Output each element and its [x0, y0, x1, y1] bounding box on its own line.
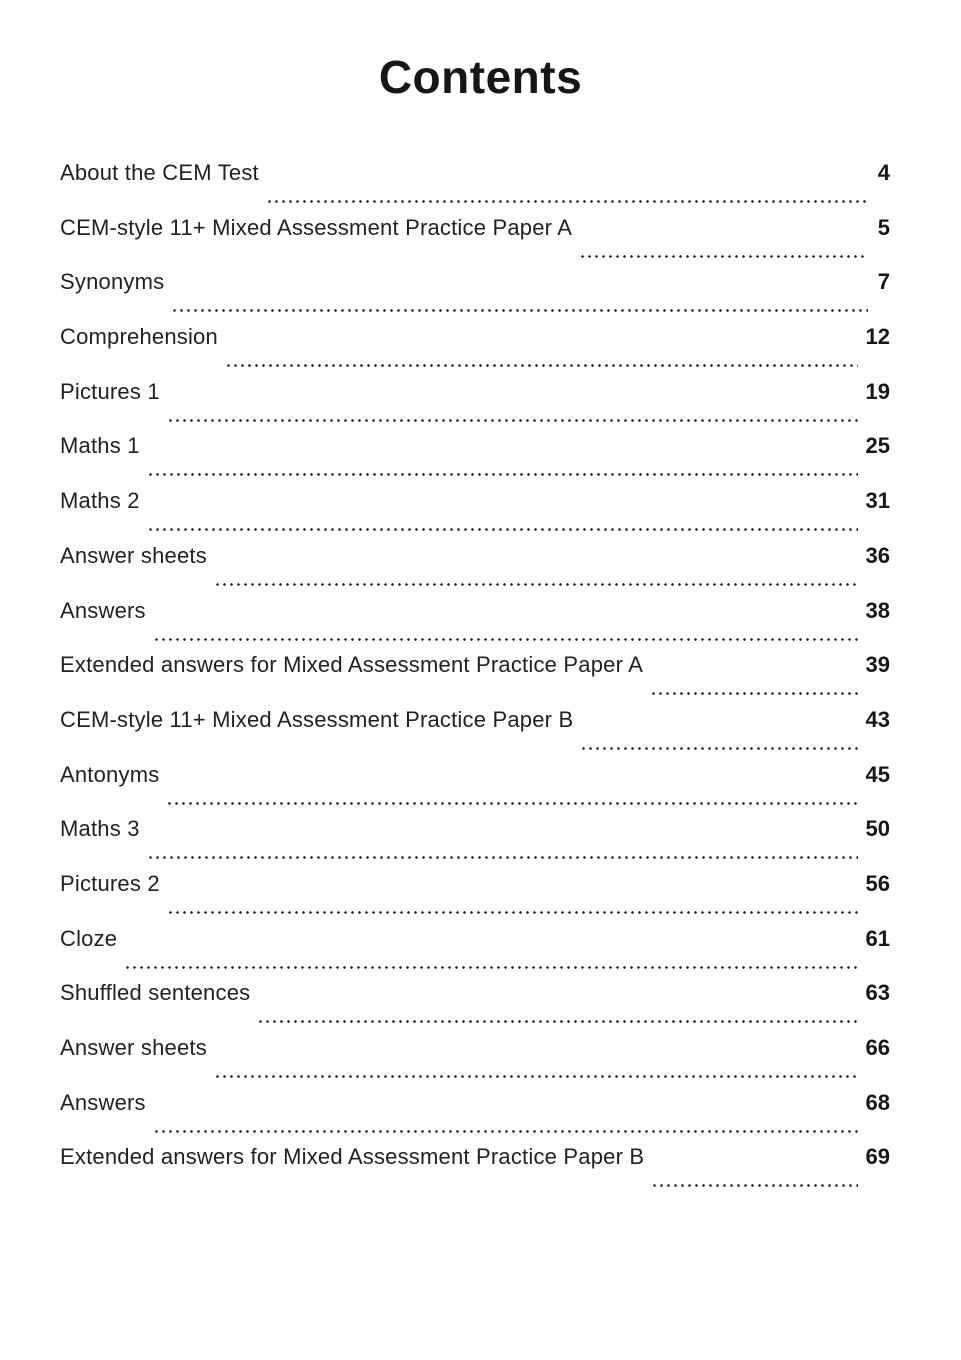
toc-entry-title: Extended answers for Mixed Assessment Practice Paper B [60, 1144, 645, 1170]
toc-entry [60, 871, 890, 926]
toc-entry [60, 160, 890, 215]
toc-entry [60, 598, 890, 653]
toc-entry-page: 36 [865, 542, 890, 568]
dotted-leader [167, 871, 858, 926]
dotted-leader [579, 215, 868, 270]
toc-entry-page: 38 [865, 597, 890, 623]
dotted-leader [214, 1035, 858, 1090]
toc-entry-title: Pictures 1 [60, 378, 160, 404]
toc-entry-page: 45 [865, 761, 890, 787]
toc-entry-page: 69 [865, 1144, 890, 1170]
toc-entry-page: 12 [865, 324, 890, 350]
toc-entry-title: Answers [60, 597, 146, 623]
toc-entry-page: 4 [877, 160, 890, 185]
toc-entry-title: Pictures 2 [60, 870, 160, 896]
toc-entry [60, 324, 890, 379]
dotted-leader [124, 926, 857, 981]
toc-entry-title: Antonyms [60, 761, 160, 787]
toc-entry-page: 39 [865, 652, 890, 678]
toc-entry [60, 215, 890, 270]
dotted-leader [147, 433, 858, 488]
dotted-leader [166, 762, 857, 817]
dotted-leader [214, 543, 858, 598]
toc-entry-page: 66 [865, 1035, 890, 1060]
toc-entry [60, 652, 890, 707]
toc-entry [60, 543, 890, 598]
toc-entry-page: 31 [865, 488, 890, 514]
toc-entry-page: 68 [865, 1089, 890, 1115]
dotted-leader [171, 269, 868, 324]
toc-entry [60, 926, 890, 981]
dotted-leader [257, 980, 857, 1035]
toc-entry-title: Answer sheets [60, 542, 207, 568]
toc-entry-title: Answer sheets [60, 1035, 207, 1060]
toc-entry-page: 43 [865, 706, 890, 732]
toc-entry-title: Synonyms [60, 269, 165, 295]
toc-entry-title: Maths 2 [60, 488, 140, 514]
toc-entry-page: 63 [865, 980, 890, 1006]
toc-entry-page: 5 [877, 214, 890, 240]
dotted-leader [650, 652, 857, 707]
dotted-leader [580, 707, 857, 762]
toc-entry-page: 25 [865, 433, 890, 459]
toc-entry [60, 488, 890, 543]
dotted-leader [266, 160, 868, 215]
dotted-leader [153, 1090, 858, 1145]
toc-entry-title: Extended answers for Mixed Assessment Practice Paper A [60, 652, 644, 678]
toc-entry-page: 7 [877, 269, 890, 295]
dotted-leader [153, 598, 858, 653]
dotted-leader [167, 379, 858, 434]
toc-entry [60, 1144, 890, 1199]
toc-entry [60, 269, 890, 324]
table-of-contents [60, 160, 890, 1199]
toc-entry-title: About the CEM Test [60, 160, 259, 185]
toc-entry-page: 61 [865, 925, 890, 951]
toc-entry-page: 19 [865, 378, 890, 404]
dotted-leader [147, 488, 858, 543]
toc-entry-title: Maths 1 [60, 433, 140, 459]
toc-entry-title: Shuffled sentences [60, 980, 251, 1006]
toc-entry [60, 379, 890, 434]
page-title: Contents [378, 51, 583, 103]
toc-entry [60, 707, 890, 762]
dotted-leader [147, 816, 858, 871]
dotted-leader [225, 324, 858, 379]
toc-entry [60, 1090, 890, 1145]
toc-entry [60, 433, 890, 488]
dotted-leader [651, 1144, 857, 1199]
toc-entry-page: 50 [865, 816, 890, 842]
toc-entry-title: CEM-style 11+ Mixed Assessment Practice Paper B [60, 706, 574, 732]
toc-entry [60, 762, 890, 817]
toc-entry-title: CEM-style 11+ Mixed Assessment Practice Paper A [60, 214, 573, 240]
toc-entry-title: Cloze [60, 925, 118, 951]
contents-page [0, 50, 961, 1360]
toc-entry-title: Answers [60, 1089, 146, 1115]
toc-entry [60, 816, 890, 871]
toc-entry [60, 980, 890, 1035]
toc-entry-page: 56 [865, 870, 890, 896]
toc-entry [60, 1035, 890, 1090]
toc-entry-title: Comprehension [60, 324, 218, 350]
toc-entry-title: Maths 3 [60, 816, 140, 842]
